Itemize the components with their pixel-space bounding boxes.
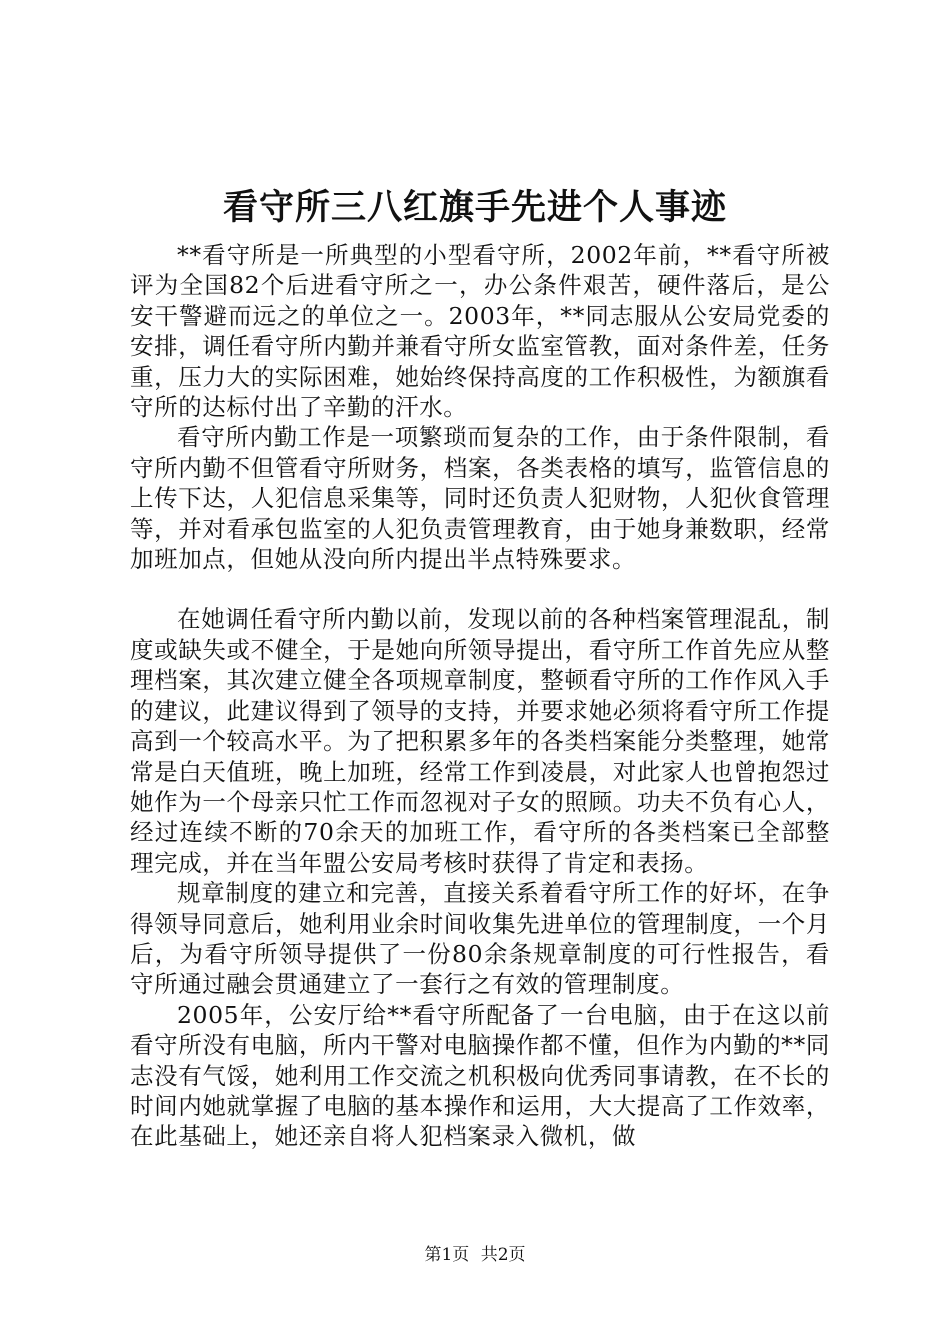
paragraph-2: 看守所内勤工作是一项繁琐而复杂的工作，由于条件限制，看守所内勤不但管看守所财务，档案，各类表格的填写，监管信息的上传下达，人犯信息采集等，同时还负责人犯财物，人犯伙食管理等，并对看承包监室的人犯负责管理教育，由于她身兼数职，经常加班加点，但她从没向所内提出半点特殊要求。 [130, 423, 830, 574]
page-total: 共2页 [480, 1245, 526, 1265]
paragraph-5: 2005年，公安厅给**看守所配备了一台电脑，由于在这以前看守所没有电脑，所内干警对电脑操作都不懂，但作为内勤的**同志没有气馁，她利用工作交流之机积极向优秀同事请教，在不长的时间内她就掌握了电脑的基本操作和运用，大大提高了工作效率，在此基础上，她还亲自将人犯档案录入微机，做 [130, 1000, 830, 1151]
page-number: 第1页 [424, 1245, 470, 1265]
paragraph-4: 规章制度的建立和完善，直接关系着看守所工作的好坏，在争得领导同意后，她利用业余时间收集先进单位的管理制度，一个月后，为看守所领导提供了一份80余条规章制度的可行性报告，看守所通过融会贯通建立了一套行之有效的管理制度。 [130, 879, 830, 999]
paragraph-gap [130, 574, 830, 604]
paragraph-3: 在她调任看守所内勤以前，发现以前的各种档案管理混乱，制度或缺失或不健全，于是她向所领导提出，看守所工作首先应从整理档案，其次建立健全各项规章制度，整顿看守所的工作作风入手的建议，此建议得到了领导的支持，并要求她必须将看守所工作提高到一个较高水平。为了把积累多年的各类档案能分类整理，她常常是白天值班，晚上加班，经常工作到凌晨，对此家人也曾抱怨过她作为一个母亲只忙工作而忽视对子女的照顾。功夫不负有心人，经过连续不断的70余天的加班工作，看守所的各类档案已全部整理完成，并在当年盟公安局考核时获得了肯定和表扬。 [130, 605, 830, 877]
page-footer [0, 1244, 950, 1266]
paragraph-1: **看守所是一所典型的小型看守所，2002年前，**看守所被评为全国82个后进看守所之一，办公条件艰苦，硬件落后，是公安干警避而远之的单位之一。2003年，**同志服从公安局党委的安排，调任看守所内勤并兼看守所女监室管教，面对条件差，任务重，压力大的实际困难，她始终保持高度的工作积极性，为额旗看守所的达标付出了辛勤的汗水。 [130, 241, 830, 422]
document-title: 看守所三八红旗手先进个人事迹 [222, 187, 727, 228]
document-body [130, 240, 830, 1152]
